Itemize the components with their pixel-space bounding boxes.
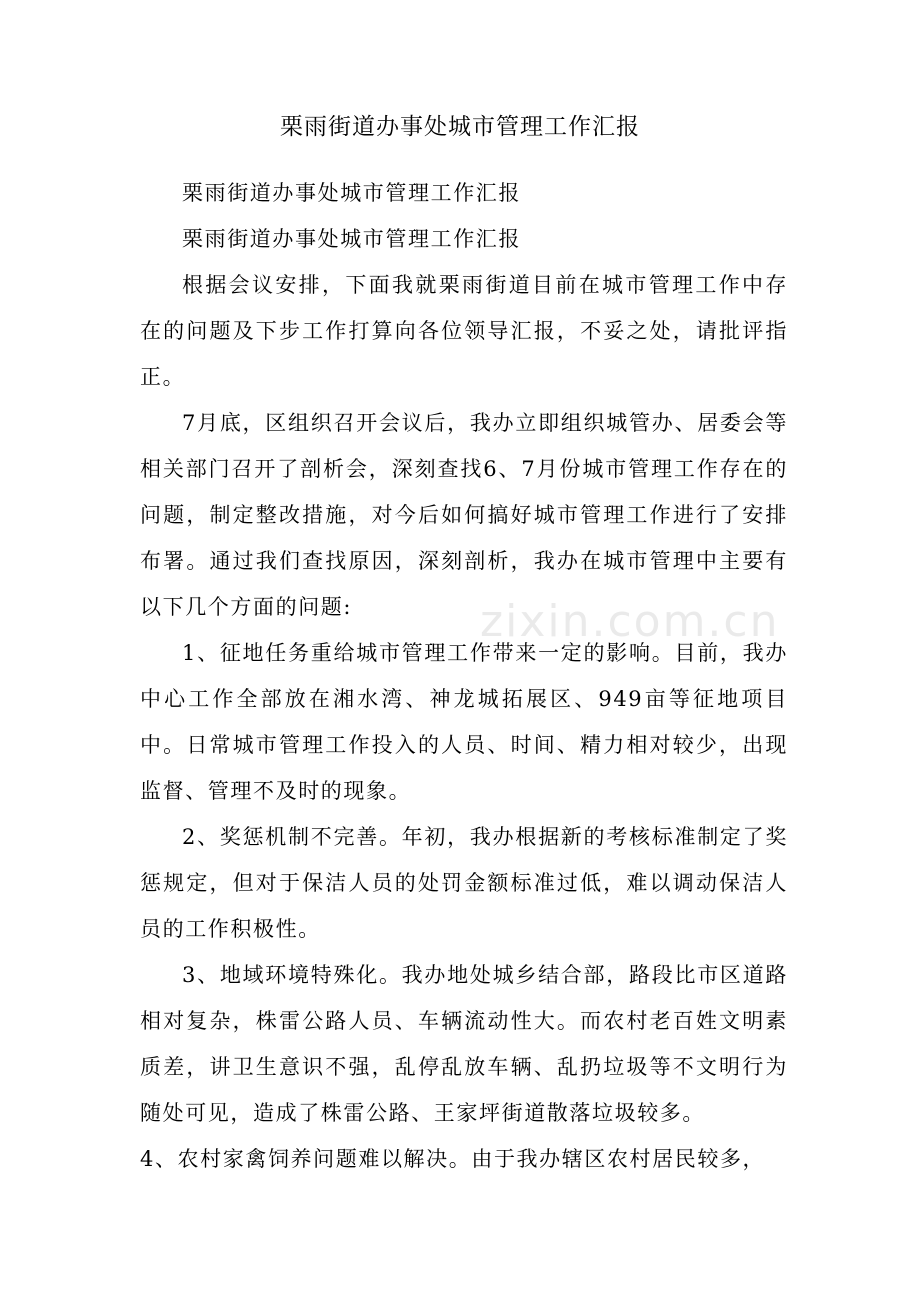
document-title: 栗雨街道办事处城市管理工作汇报	[280, 114, 640, 140]
paragraph-issue-4: 4、农村家禽饲养问题难以解决。由于我办辖区农村居民较多，	[140, 1147, 766, 1171]
paragraph-subtitle-1: 栗雨街道办事处城市管理工作汇报	[182, 181, 521, 205]
paragraph-issue-3: 3、地域环境特殊化。我办地处城乡结合部，路段比市区道路相对复杂，株雷公路人员、车辆流动性大。而农村老百姓文明素质差，讲卫生意识不强，乱停乱放车辆、乱扔垃圾等不文明行为随处可见，造成了株雷公路、王家坪街道散落垃圾较多。	[140, 963, 788, 1125]
paragraph-background: 7月底，区组织召开会议后，我办立即组织城管办、居委会等相关部门召开了剖析会，深刻查找6、7月份城市管理工作存在的问题，制定整改措施，对今后如何搞好城市管理工作进行了安排布署。通过我们查找原因，深刻剖析，我办在城市管理中主要有以下几个方面的问题:	[140, 411, 788, 619]
paragraph-subtitle-2: 栗雨街道办事处城市管理工作汇报	[182, 227, 521, 251]
paragraph-issue-1: 1、征地任务重给城市管理工作带来一定的影响。目前，我办中心工作全部放在湘水湾、神龙城拓展区、949亩等征地项目中。日常城市管理工作投入的人员、时间、精力相对较少，出现监督、管理不及时的现象。	[140, 641, 788, 803]
watermark: zixin.com.cn	[480, 596, 780, 647]
paragraph-intro: 根据会议安排，下面我就栗雨街道目前在城市管理工作中存在的问题及下步工作打算向各位领导汇报，不妥之处，请批评指正。	[140, 273, 788, 389]
paragraph-issue-2: 2、奖惩机制不完善。年初，我办根据新的考核标准制定了奖惩规定，但对于保洁人员的处罚金额标准过低，难以调动保洁人员的工作积极性。	[140, 825, 788, 941]
document-body	[140, 170, 788, 1182]
